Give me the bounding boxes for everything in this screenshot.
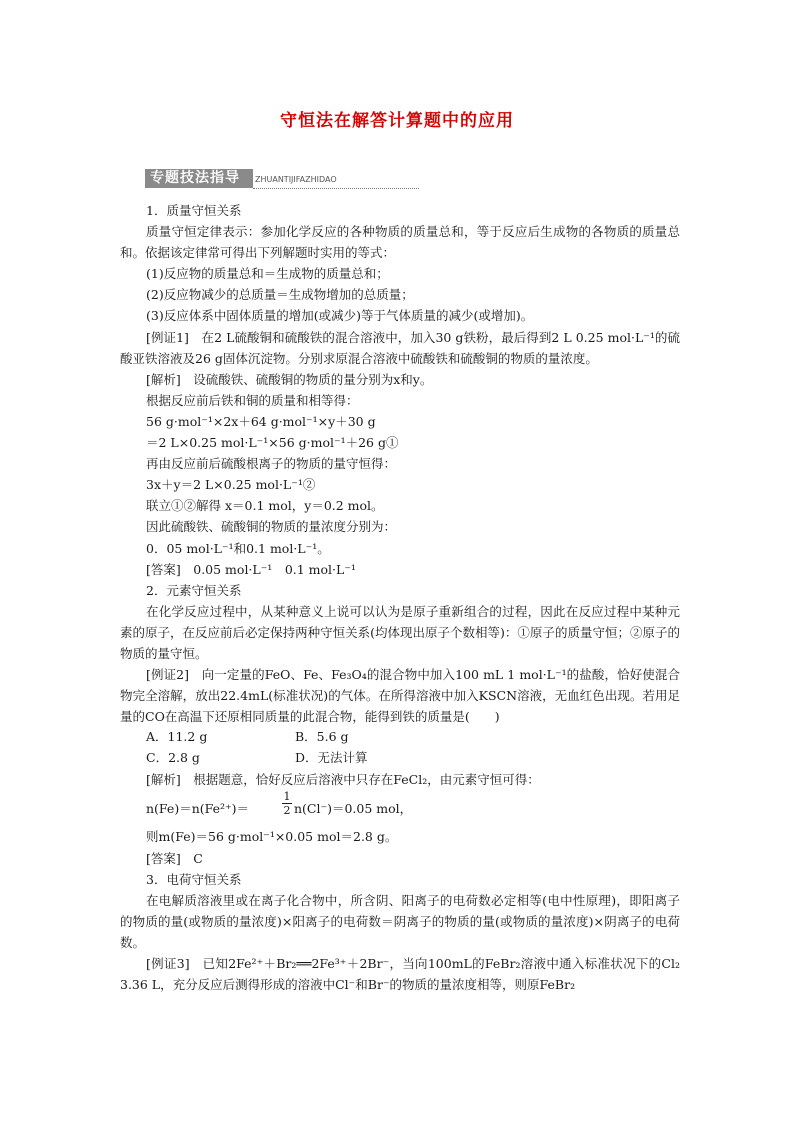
analysis-line: 0．05 mol·L⁻¹和0.1 mol·L⁻¹。: [146, 540, 330, 556]
option-c: C．2.8 g: [146, 750, 200, 766]
banner-dotted-rule: [253, 188, 419, 189]
fraction-denominator: 2: [283, 804, 291, 818]
answer-line: [答案] C: [146, 850, 203, 866]
list-item: (3)反应体系中固体质量的增加(或减少)等于气体质量的减少(或增加)。: [146, 308, 534, 324]
options-row: [120, 727, 680, 748]
analysis-line: 联立①②解得 x＝0.1 mol，y＝0.2 mol。: [146, 498, 384, 514]
analysis-line: 因此硫酸铁、硫酸铜的物质的量浓度分别为：: [146, 519, 397, 535]
section-3-paragraph: 在电解质溶液里或在离子化合物中，所含阴、阳离子的电荷数必定相等(电中性原理)，即阳离子的物质的量(或物质的量浓度)×阳离子的电荷数＝阴离子的物质的量(或物质的量浓度)×阴离子的电荷数。: [120, 892, 680, 950]
list-item: (2)反应物减少的总质量＝生成物增加的总质量；: [146, 287, 414, 303]
analysis-line: [解析] 根据题意，恰好反应后溶液中只存在FeCl₂，由元素守恒可得：: [146, 772, 540, 788]
analysis-line: 再由反应前后硫酸根离子的物质的量守恒得：: [146, 456, 397, 472]
equation-line: 56 g·mol⁻¹×2x＋64 g·mol⁻¹×y＋30 g: [146, 413, 376, 429]
example-3: [例证3] 已知2Fe²⁺＋Br₂══2Fe³⁺＋2Br⁻，当向100mL的FeBr₂溶液中通入标准状况下的Cl₂ 3.36 L，充分反应后测得形成的溶液中Cl⁻和Br⁻的物质的量浓度相等，则原FeBr₂: [120, 956, 680, 993]
fraction: [282, 790, 292, 817]
fraction-numerator: 1: [283, 790, 291, 804]
banner-subtitle: ZHUANTIJIFAZHIDAO: [255, 175, 337, 184]
document-body: [120, 200, 680, 995]
option-a: A．11.2 g: [146, 729, 208, 745]
section-2-heading: 2．元素守恒关系: [146, 582, 242, 598]
analysis-line: [解析] 设硫酸铁、硫酸铜的物质的量分别为x和y。: [146, 371, 433, 387]
section-1-heading: 1．质量守恒关系: [146, 203, 242, 218]
section-banner: [145, 169, 420, 191]
fraction-equation: [120, 790, 680, 826]
equation-line: ＝2 L×0.25 mol·L⁻¹×56 g·mol⁻¹＋26 g①: [146, 435, 399, 451]
equation-right: n(Cl⁻)＝0.05 mol，: [294, 801, 413, 817]
example-2: [例证2] 向一定量的FeO、Fe、Fe₃O₄的混合物中加入100 mL 1 mol·L⁻¹的盐酸，恰好使混合物完全溶解，放出22.4mL(标准状况)的气体。在所得溶液中加入KSCN溶液，无血红色出现。若用足量的CO在高温下还原相同质量的此混合物，能得到铁的质量是( ): [120, 667, 680, 725]
equation-line: 3x＋y＝2 L×0.25 mol·L⁻¹②: [146, 477, 316, 493]
equation-left: n(Fe)＝n(Fe²⁺)＝: [146, 801, 249, 817]
list-item: (1)反应物的质量总和＝生成物的质量总和；: [146, 266, 389, 282]
option-d: D．无法计算: [295, 750, 368, 766]
analysis-line: 根据反应前后铁和铜的质量和相等得：: [146, 392, 359, 408]
section-1-paragraph: 质量守恒定律表示：参加化学反应的各种物质的质量总和，等于反应后生成物的各物质的质量总和。依据该定律常可得出下列解题时实用的等式：: [120, 224, 680, 261]
page-title: 守恒法在解答计算题中的应用: [280, 111, 514, 131]
section-2-paragraph: 在化学反应过程中，从某种意义上说可以认为是原子重新组合的过程，因此在反应过程中某种元素的原子，在反应前后必定保持两种守恒关系(均体现出原子个数相等)：①原子的质量守恒；②原子的物质的量守恒。: [120, 603, 680, 661]
option-b: B．5.6 g: [295, 729, 349, 745]
banner-label: 专题技法指导: [145, 169, 253, 188]
section-3-heading: 3．电荷守恒关系: [146, 871, 242, 887]
example-1: [例证1] 在2 L硫酸铜和硫酸铁的混合溶液中，加入30 g铁粉，最后得到2 L 0.25 mol·L⁻¹的硫酸亚铁溶液及26 g固体沉淀物。分别求原混合溶液中硫酸铁和硫酸铜的物质的量浓度。: [120, 329, 680, 366]
options-row: [120, 748, 680, 769]
analysis-line: 则m(Fe)＝56 g·mol⁻¹×0.05 mol＝2.8 g。: [146, 829, 398, 845]
answer-line: [答案] 0.05 mol·L⁻¹ 0.1 mol·L⁻¹: [146, 561, 356, 577]
